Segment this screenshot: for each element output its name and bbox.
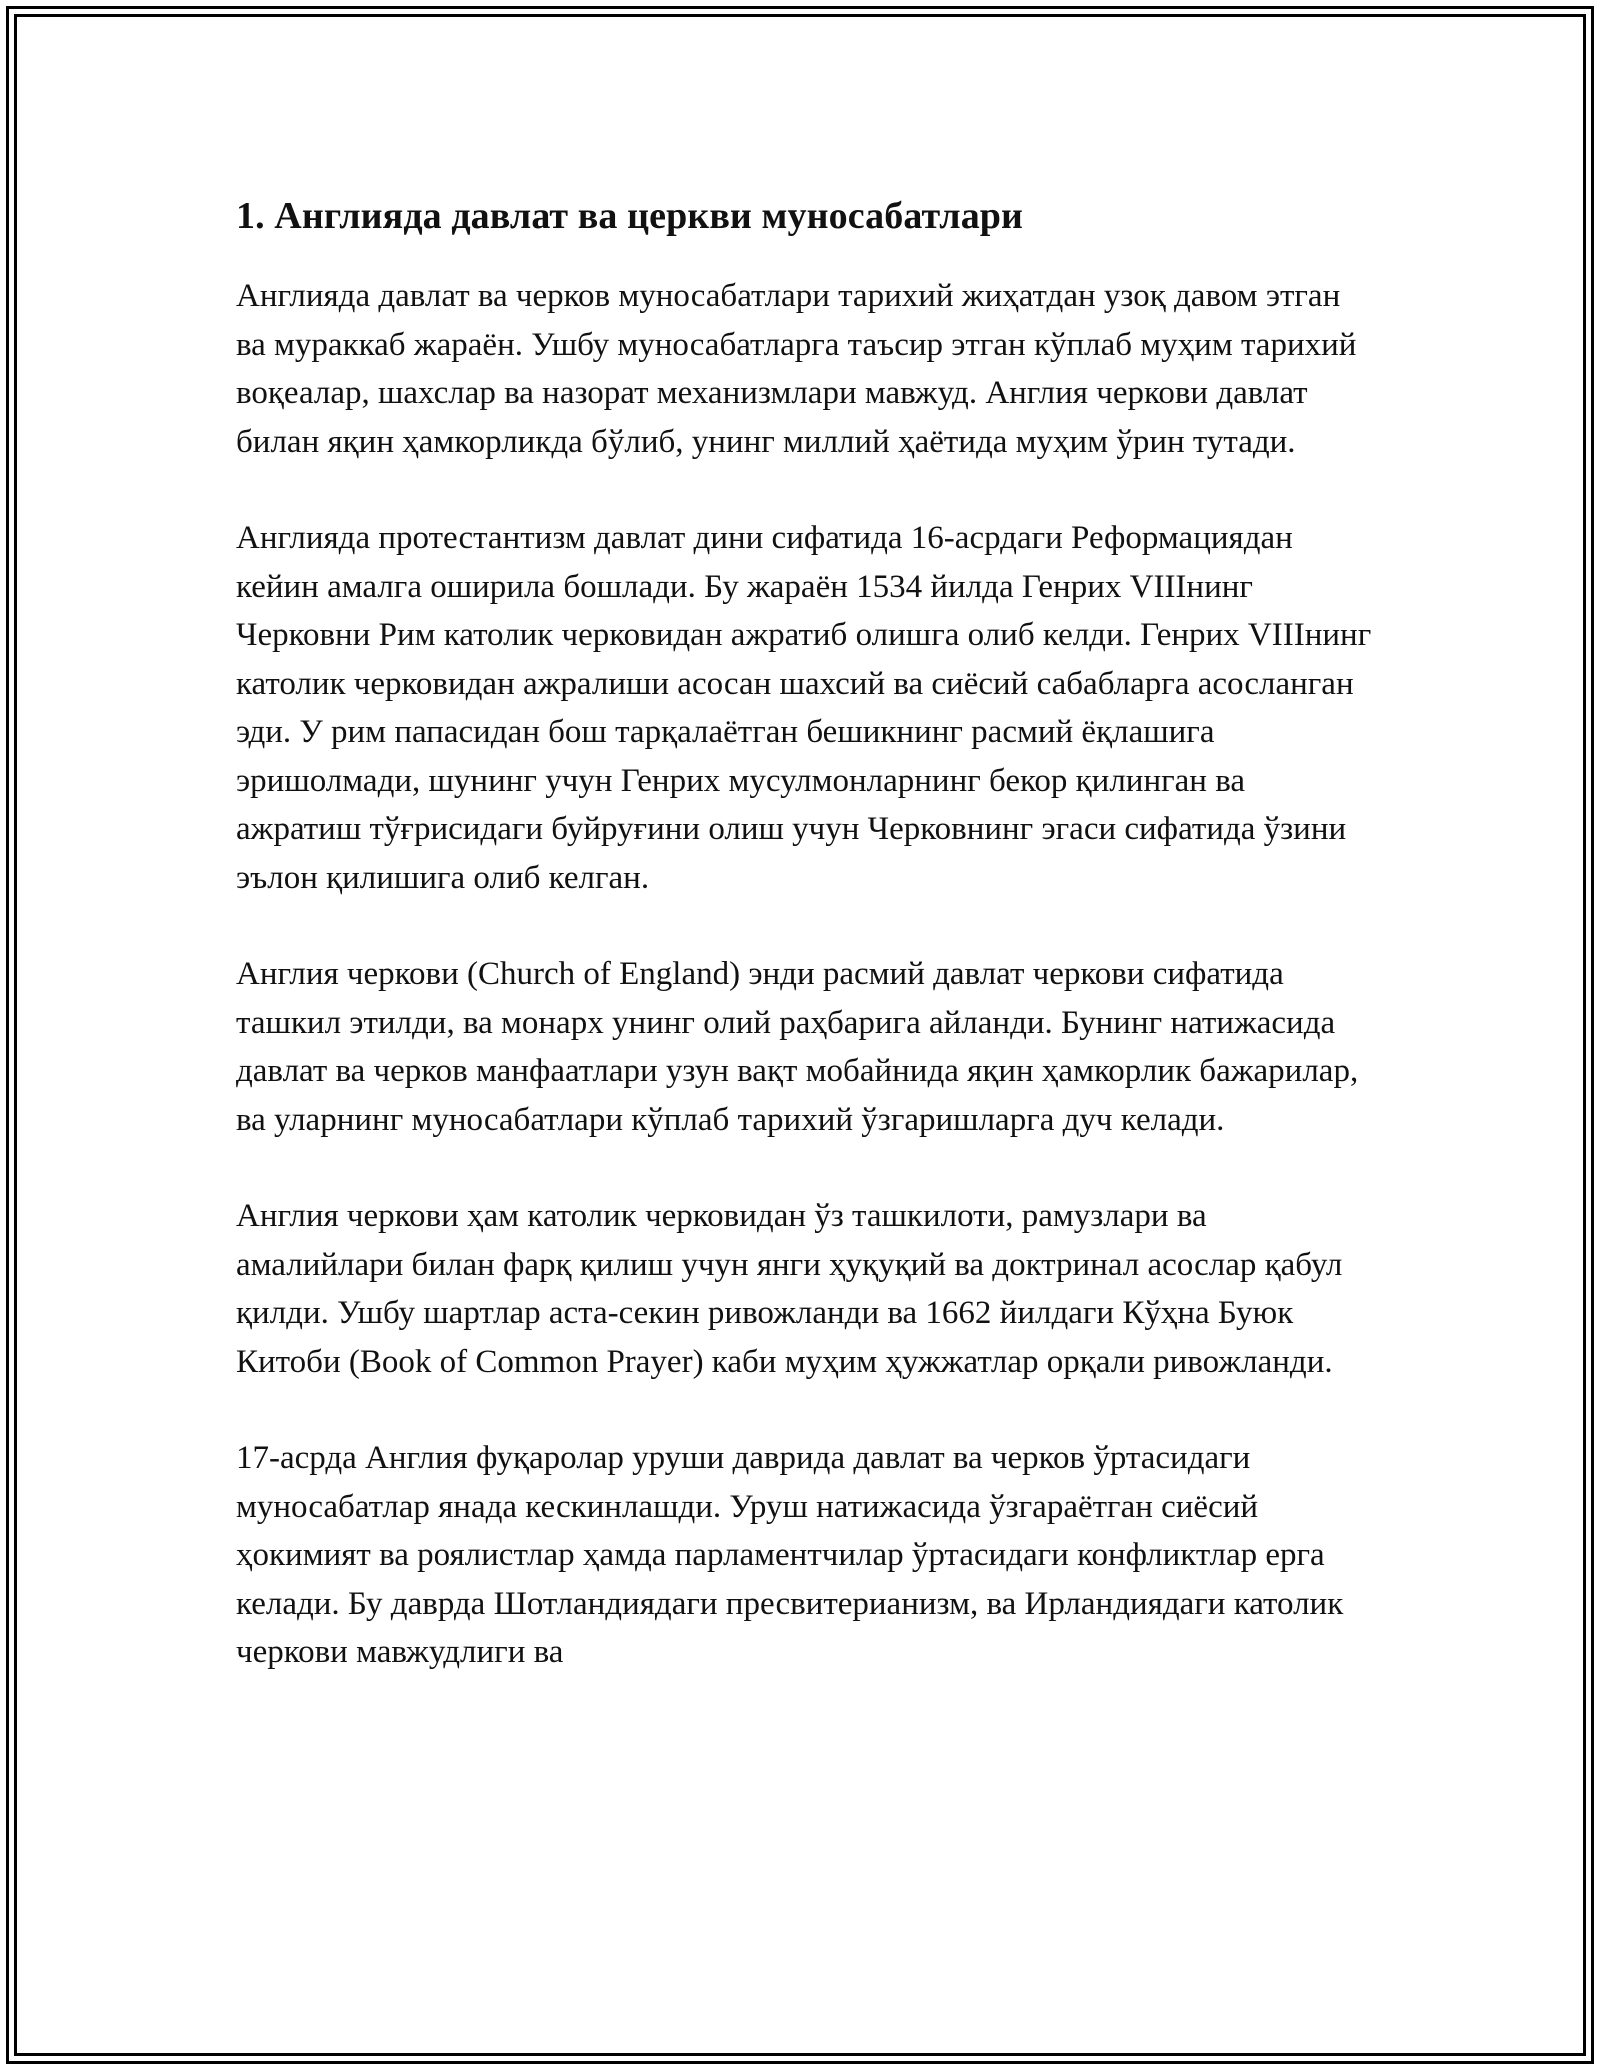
paragraph-3: Англия черкови (Church of England) энди расмий давлат черкови сифатида ташкил этилди, ва монарх унинг олий раҳбарига айланди. Бунинг натижасида давлат ва черков манфаатлари узун вақт мобайнида яқин ҳамкорлик бажарилар, ва уларнинг муносабатлари кўплаб тарихий ўзгаришларга дуч келади.: [236, 956, 1359, 1138]
paragraph-1: Англияда давлат ва черков муносабатлари тарихий жиҳатдан узоқ давом этган ва мураккаб жараён. Ушбу муносабатларга таъсир этган кўплаб муҳим тарихий воқеалар, шахслар ва назорат механизмлари мавжуд. Англия черкови давлат билан яқин ҳамкорликда бўлиб, унинг миллий ҳаётида муҳим ўрин тутади.: [236, 278, 1357, 460]
paragraph-2: Англияда протестантизм давлат дини сифатида 16-асрдаги Реформациядан кейин амалга оширила бошлади. Бу жараён 1534 йилда Генрих VIIIнинг Черковни Рим католик черковидан ажратиб олишга олиб келди. Генрих VIIIнинг католик черковидан ажралиши асосан шахсий ва сиёсий сабабларга асосланган эди. У рим папасидан бош тарқалаётган бешикнинг расмий ёқлашига эришолмади, шунинг учун Генрих мусулмонларнинг бекор қилинган ва ажратиш тўғрисидаги буйруғини олиш учун Черковнинг эгаси сифатида ўзини эълон қилишига олиб келган.: [236, 520, 1372, 896]
paragraph-5: 17-асрда Англия фуқаролар уруши даврида давлат ва черков ўртасидаги муносабатлар янада кескинлашди. Уруш натижасида ўзгараётган сиёсий ҳокимият ва роялистлар ҳамда парламентчилар ўртасидаги конфликтлар ерга келади. Бу даврда Шотландиядаги пресвитерианизм, ва Ирландиядаги католик черкови мавжудлиги ва: [236, 1440, 1344, 1670]
document-body: [236, 188, 1376, 1725]
section-heading: 1. Англияда давлат ва церкви муносабатлари: [236, 195, 1024, 237]
paragraph-4: Англия черкови ҳам католик черковидан ўз ташкилоти, рамузлари ва амалийлари билан фарқ қилиш учун янги ҳуқуқий ва доктринал асослар қабул қилди. Ушбу шартлар аста-секин ривожланди ва 1662 йилдаги Кўҳна Буюк Китоби (Book of Common Prayer) каби муҳим ҳужжатлар орқали ривожланди.: [236, 1198, 1343, 1380]
